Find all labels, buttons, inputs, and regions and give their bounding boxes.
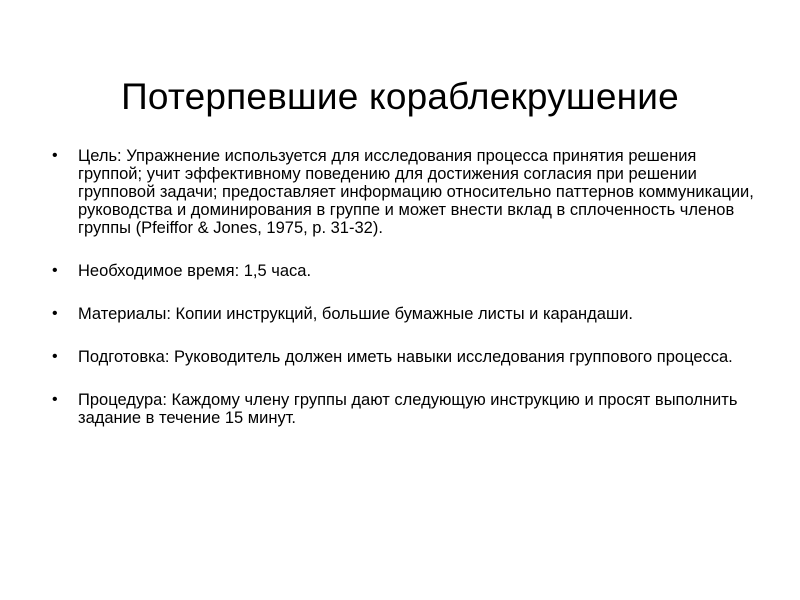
bullet-marker-icon: • <box>52 262 58 279</box>
bullet-text-time: Необходимое время: 1,5 часа. <box>78 262 312 280</box>
bullet-text-procedure: Процедура: Каждому члену группы дают следующую инструкцию и просят выполнить задание в течение 15 минут. <box>78 391 738 427</box>
bullet-marker-icon: • <box>52 147 58 164</box>
bullet-text-preparation: Подготовка: Руководитель должен иметь навыки исследования группового процесса. <box>78 348 733 366</box>
bullet-goal <box>52 147 764 237</box>
bullet-marker-icon: • <box>52 305 58 322</box>
bullet-marker-icon: • <box>52 391 58 408</box>
bullet-procedure <box>52 391 764 427</box>
bullet-marker-icon: • <box>52 348 58 365</box>
bullet-list <box>52 147 764 452</box>
bullet-preparation <box>52 348 764 366</box>
bullet-text-materials: Материалы: Копии инструкций, большие бумажные листы и карандаши. <box>78 305 634 323</box>
bullet-text-goal: Цель: Упражнение используется для исследования процесса принятия решения группой; учит эффективному поведению для достижения согласия при решении групповой задачи; предоставляет информацию относительно паттернов коммуникации, руководства и доминирования в группе и может внести вклад в сплоченность членов группы (Pfeiffor & Jones, 1975, p. 31-32). <box>78 147 754 237</box>
slide-title: Потерпевшие кораблекрушение <box>121 75 679 117</box>
bullet-materials <box>52 305 764 323</box>
bullet-time <box>52 262 764 280</box>
